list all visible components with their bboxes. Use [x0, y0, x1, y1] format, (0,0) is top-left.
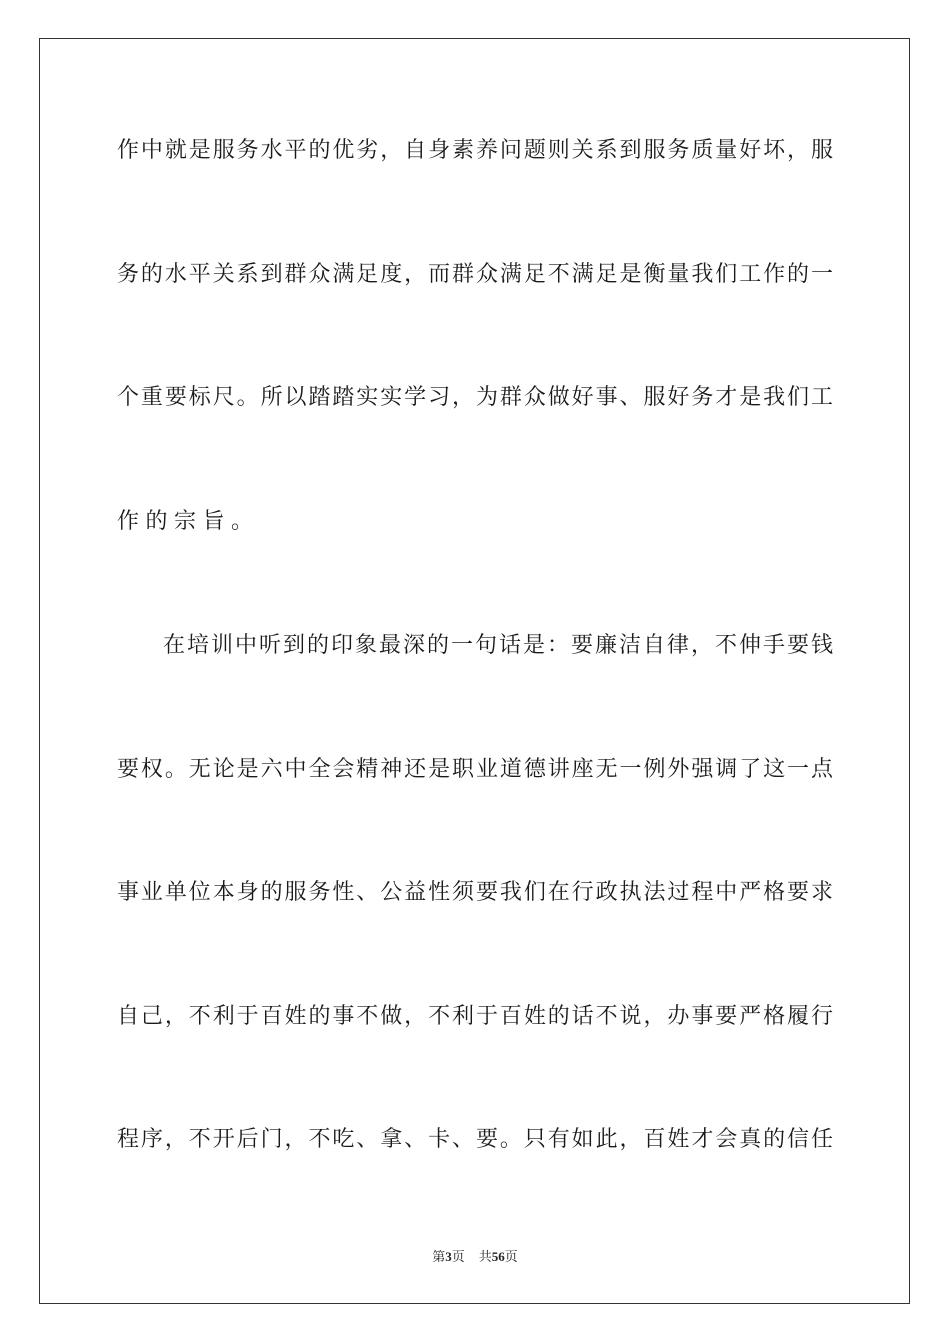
- page-border: [39, 38, 910, 1304]
- paragraph-first-line: 在培训中听到的印象最深的一句话是：要廉洁自律，不伸手要钱: [163, 633, 833, 658]
- body-text-line: 务的水平关系到群众满足度，而群众满足不满足是衡量我们工作的一: [117, 262, 833, 287]
- body-text-line: 程序，不开后门，不吃、拿、卡、要。只有如此，百姓才会真的信任: [117, 1127, 833, 1152]
- body-text-line: 个重要标尺。所以踏踏实实学习，为群众做好事、服好务才是我们工: [117, 385, 833, 410]
- total-prefix: 共: [478, 1249, 492, 1264]
- body-text-line: 事业单位本身的服务性、公益性须要我们在行政执法过程中严格要求: [117, 880, 833, 905]
- total-suffix: 页: [504, 1249, 518, 1264]
- page-suffix: 页: [451, 1249, 465, 1264]
- page-number: 3: [445, 1249, 452, 1264]
- body-text-line: 自己，不利于百姓的事不做，不利于百姓的话不说，办事要严格履行: [117, 1004, 833, 1029]
- body-text-line: 作的宗旨。: [117, 509, 260, 534]
- body-text-line: 作中就是服务水平的优劣，自身素养问题则关系到服务质量好坏，服: [117, 138, 833, 163]
- total-pages: 56: [491, 1249, 505, 1264]
- page-footer: [0, 1246, 950, 1265]
- body-text-line: 要权。无论是六中全会精神还是职业道德讲座无一例外强调了这一点: [117, 757, 833, 782]
- page-prefix: 第: [432, 1249, 446, 1264]
